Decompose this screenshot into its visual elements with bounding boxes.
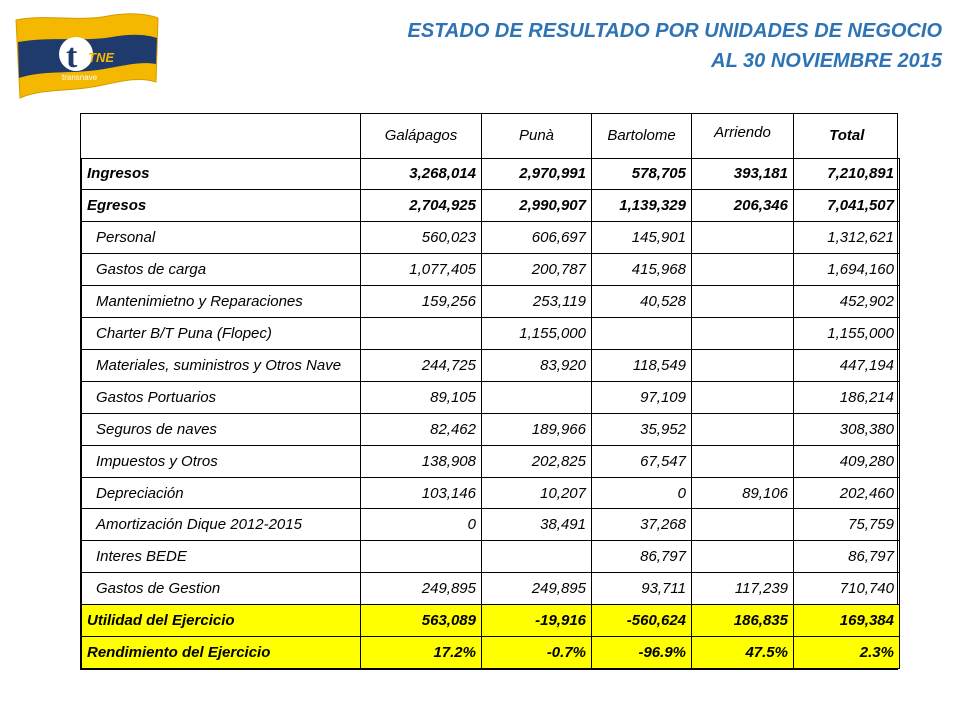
value-cell: 97,109 [592, 381, 692, 413]
table-row [82, 286, 900, 318]
header-cell [82, 114, 361, 158]
logo-name-text: transnave [62, 73, 98, 82]
value-cell: 37,268 [592, 509, 692, 541]
svg-text:t: t [66, 38, 78, 75]
table-row [82, 349, 900, 381]
row-label: Interes BEDE [82, 541, 361, 573]
table-row [82, 222, 900, 254]
value-cell: 40,528 [592, 286, 692, 318]
value-cell: 3,268,014 [361, 158, 482, 190]
value-cell: 35,952 [592, 413, 692, 445]
value-cell [692, 509, 794, 541]
value-cell: 447,194 [794, 349, 900, 381]
value-cell: 0 [592, 477, 692, 509]
value-cell: 169,384 [794, 605, 900, 637]
table-row [82, 509, 900, 541]
value-cell: 38,491 [482, 509, 592, 541]
row-label: Personal [82, 222, 361, 254]
table-row [82, 254, 900, 286]
table-row [82, 445, 900, 477]
value-cell [692, 445, 794, 477]
value-cell: 186,214 [794, 381, 900, 413]
value-cell [482, 541, 592, 573]
value-cell: 82,462 [361, 413, 482, 445]
report-title-line2: AL 30 NOVIEMBRE 2015 [711, 50, 942, 72]
value-cell: 89,105 [361, 381, 482, 413]
value-cell: 159,256 [361, 286, 482, 318]
value-cell: 103,146 [361, 477, 482, 509]
value-cell [692, 413, 794, 445]
row-label: Egresos [82, 190, 361, 222]
value-cell: 1,155,000 [794, 318, 900, 350]
value-cell: 118,549 [592, 349, 692, 381]
value-cell: 1,312,621 [794, 222, 900, 254]
table-row [82, 413, 900, 445]
value-cell: 138,908 [361, 445, 482, 477]
table-row [82, 318, 900, 350]
row-label: Charter B/T Puna (Flopec) [82, 318, 361, 350]
value-cell: 83,920 [482, 349, 592, 381]
value-cell: 415,968 [592, 254, 692, 286]
report-title [408, 16, 942, 76]
value-cell: 202,460 [794, 477, 900, 509]
value-cell [692, 254, 794, 286]
value-cell: -560,624 [592, 605, 692, 637]
value-cell: 86,797 [592, 541, 692, 573]
row-label: Mantenimietno y Reparaciones [82, 286, 361, 318]
value-cell [692, 222, 794, 254]
value-cell: -19,916 [482, 605, 592, 637]
value-cell: 200,787 [482, 254, 592, 286]
value-cell: 47.5% [692, 637, 794, 669]
value-cell: 308,380 [794, 413, 900, 445]
row-label: Gastos de carga [82, 254, 361, 286]
value-cell: 7,210,891 [794, 158, 900, 190]
table-row [82, 158, 900, 190]
table-row [82, 477, 900, 509]
value-cell: 393,181 [692, 158, 794, 190]
table-row [82, 541, 900, 573]
header-row [82, 114, 900, 158]
value-cell: 244,725 [361, 349, 482, 381]
value-cell [482, 381, 592, 413]
header-bartolome: Bartolome [592, 114, 692, 158]
value-cell: 10,207 [482, 477, 592, 509]
value-cell: 0 [361, 509, 482, 541]
value-cell: 253,119 [482, 286, 592, 318]
table-row [82, 190, 900, 222]
value-cell [692, 318, 794, 350]
value-cell [361, 541, 482, 573]
row-label: Gastos Portuarios [82, 381, 361, 413]
value-cell: 452,902 [794, 286, 900, 318]
company-logo [8, 12, 163, 107]
logo-mark-text: TNE [88, 50, 114, 65]
value-cell: 67,547 [592, 445, 692, 477]
header-arriendo: Arriendo [692, 114, 794, 158]
value-cell: 89,106 [692, 477, 794, 509]
value-cell: 17.2% [361, 637, 482, 669]
value-cell: 7,041,507 [794, 190, 900, 222]
row-label: Impuestos y Otros [82, 445, 361, 477]
value-cell: 1,694,160 [794, 254, 900, 286]
value-cell [692, 349, 794, 381]
row-label: Seguros de naves [82, 413, 361, 445]
row-label: Depreciación [82, 477, 361, 509]
table-row [82, 605, 900, 637]
transnave-flag-logo [8, 12, 163, 107]
value-cell: 249,895 [482, 573, 592, 605]
value-cell: 2,990,907 [482, 190, 592, 222]
value-cell: 409,280 [794, 445, 900, 477]
income-statement-table [80, 113, 898, 670]
value-cell: 202,825 [482, 445, 592, 477]
value-cell: 186,835 [692, 605, 794, 637]
header-galapagos: Galápagos [361, 114, 482, 158]
value-cell: 145,901 [592, 222, 692, 254]
value-cell: 117,239 [692, 573, 794, 605]
value-cell: 710,740 [794, 573, 900, 605]
value-cell: 2.3% [794, 637, 900, 669]
row-label: Gastos de Gestion [82, 573, 361, 605]
value-cell [692, 541, 794, 573]
value-cell: 75,759 [794, 509, 900, 541]
value-cell: 560,023 [361, 222, 482, 254]
value-cell: 1,139,329 [592, 190, 692, 222]
report-title-line1: ESTADO DE RESULTADO POR UNIDADES DE NEGOCIO [407, 20, 942, 42]
value-cell: 86,797 [794, 541, 900, 573]
value-cell: 2,970,991 [482, 158, 592, 190]
value-cell [361, 318, 482, 350]
table-row [82, 637, 900, 669]
value-cell: 189,966 [482, 413, 592, 445]
table-row [82, 573, 900, 605]
value-cell: -96.9% [592, 637, 692, 669]
value-cell: 1,155,000 [482, 318, 592, 350]
value-cell [692, 381, 794, 413]
value-cell: 578,705 [592, 158, 692, 190]
row-label: Amortización Dique 2012-2015 [82, 509, 361, 541]
row-label: Utilidad del Ejercicio [82, 605, 361, 637]
value-cell [592, 318, 692, 350]
row-label: Ingresos [82, 158, 361, 190]
value-cell: 93,711 [592, 573, 692, 605]
value-cell: 249,895 [361, 573, 482, 605]
table-row [82, 381, 900, 413]
header-total: Total [794, 114, 900, 158]
row-label: Rendimiento del Ejercicio [82, 637, 361, 669]
value-cell: 1,077,405 [361, 254, 482, 286]
value-cell: 563,089 [361, 605, 482, 637]
header-puna: Punà [482, 114, 592, 158]
value-cell [692, 286, 794, 318]
value-cell: 2,704,925 [361, 190, 482, 222]
row-label: Materiales, suministros y Otros Nave [82, 349, 361, 381]
value-cell: -0.7% [482, 637, 592, 669]
value-cell: 606,697 [482, 222, 592, 254]
value-cell: 206,346 [692, 190, 794, 222]
